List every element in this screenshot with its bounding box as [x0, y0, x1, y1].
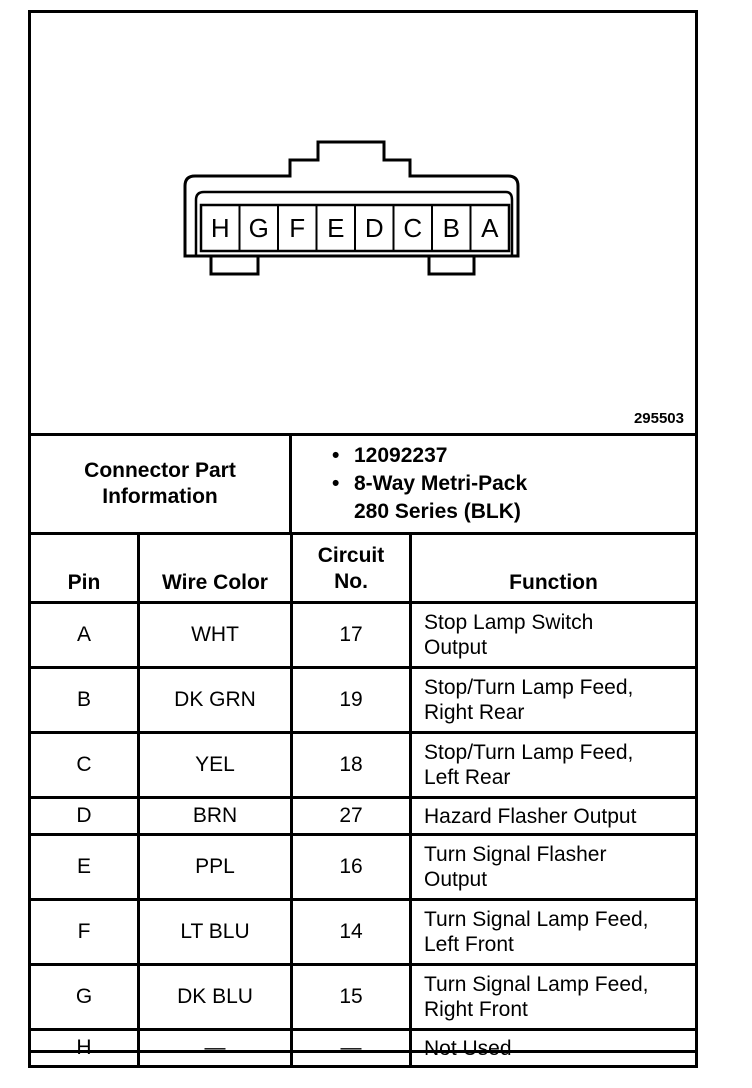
cavity-letter-d: D — [364, 213, 384, 243]
right-lock-tab — [429, 256, 474, 274]
header-pin: Pin — [30, 534, 139, 603]
connector-diagram — [28, 10, 698, 436]
table-row — [30, 900, 697, 965]
wire-color-cell: PPL — [139, 835, 292, 900]
bullet-icon: • — [332, 444, 340, 467]
connector-type-text: 8-Way Metri-Pack 280 Series (BLK) — [354, 472, 528, 523]
connector-info-label-line2: Information — [102, 485, 218, 508]
connector-info-values — [291, 435, 697, 534]
pin-cell: D — [30, 798, 139, 835]
wire-color-cell: DK BLU — [139, 965, 292, 1030]
function-cell: Stop Lamp Switch Output — [411, 603, 697, 668]
cavity-letter-g: G — [248, 213, 269, 243]
connector-outline-drawing — [28, 10, 698, 436]
pin-cell: C — [30, 733, 139, 798]
table-row — [30, 603, 697, 668]
header-circuit-line2: No. — [334, 570, 368, 593]
circuit-cell: 19 — [292, 668, 411, 733]
wire-color-cell: DK GRN — [139, 668, 292, 733]
table-row — [30, 835, 697, 900]
pin-cell: E — [30, 835, 139, 900]
circuit-cell: 27 — [292, 798, 411, 835]
pin-table-header — [30, 534, 697, 603]
wire-color-cell: WHT — [139, 603, 292, 668]
function-cell: Not Used — [411, 1030, 697, 1067]
part-number-text: 12092237 — [354, 444, 448, 467]
connector-info-label — [30, 435, 291, 534]
pin-cell: H — [30, 1030, 139, 1067]
function-cell: Turn Signal Flasher Output — [411, 835, 697, 900]
reference-number: 295503 — [633, 410, 684, 427]
wire-color-cell: LT BLU — [139, 900, 292, 965]
table-row — [30, 798, 697, 835]
connector-info-label-line1: Connector Part — [84, 459, 236, 482]
circuit-cell: 17 — [292, 603, 411, 668]
cavity-letter-c: C — [403, 213, 423, 243]
wire-color-cell: YEL — [139, 733, 292, 798]
connector-info-table — [28, 433, 698, 535]
function-cell: Stop/Turn Lamp Feed, Right Rear — [411, 668, 697, 733]
function-cell: Stop/Turn Lamp Feed, Left Rear — [411, 733, 697, 798]
circuit-cell: 15 — [292, 965, 411, 1030]
header-circuit-no — [292, 534, 411, 603]
connector-part-number — [332, 442, 695, 470]
cavity-letter-a: A — [481, 213, 499, 243]
cavity-letter-f: F — [289, 213, 306, 243]
bullet-icon: • — [332, 472, 340, 495]
wire-color-cell: — — [139, 1030, 292, 1067]
pin-cell: F — [30, 900, 139, 965]
cavity-letter-e: E — [327, 213, 345, 243]
cavity-letter-b: B — [442, 213, 460, 243]
cavity-letter-h: H — [210, 213, 230, 243]
table-row — [30, 1030, 697, 1067]
function-cell: Turn Signal Lamp Feed, Right Front — [411, 965, 697, 1030]
header-function: Function — [411, 534, 697, 603]
table-row — [30, 965, 697, 1030]
pin-cell: G — [30, 965, 139, 1030]
table-row — [30, 668, 697, 733]
circuit-cell: 18 — [292, 733, 411, 798]
circuit-cell: — — [292, 1030, 411, 1067]
pin-cell: B — [30, 668, 139, 733]
pin-cell: A — [30, 603, 139, 668]
left-lock-tab — [211, 256, 258, 274]
wire-color-cell: BRN — [139, 798, 292, 835]
function-cell: Turn Signal Lamp Feed, Left Front — [411, 900, 697, 965]
circuit-cell: 16 — [292, 835, 411, 900]
pin-table — [28, 532, 698, 1068]
function-cell: Hazard Flasher Output — [411, 798, 697, 835]
header-circuit-line1: Circuit — [317, 544, 385, 567]
table-row — [30, 733, 697, 798]
circuit-cell: 14 — [292, 900, 411, 965]
header-wire-color: Wire Color — [139, 534, 292, 603]
connector-type — [332, 470, 695, 526]
